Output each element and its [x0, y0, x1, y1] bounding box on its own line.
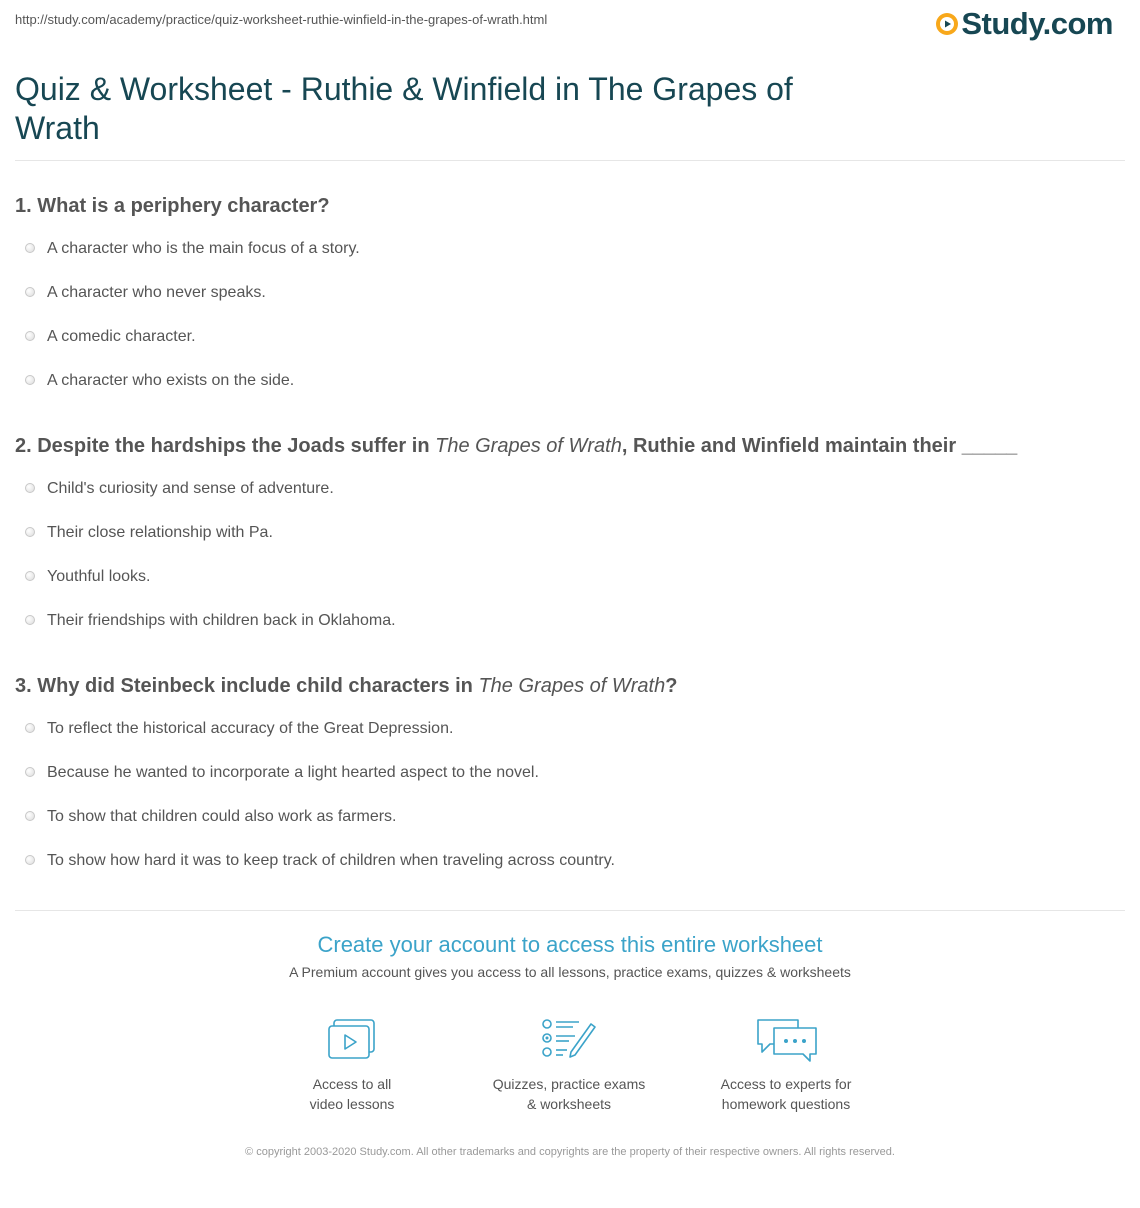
video-lessons-icon [326, 1016, 378, 1062]
answer-options [15, 707, 1125, 883]
feature-label: Access to experts for homework questions [720, 1076, 852, 1112]
play-logo-icon [936, 13, 958, 35]
chat-bubbles-icon [754, 1016, 818, 1062]
radio-button[interactable] [25, 243, 35, 253]
answer-option[interactable]: Child's curiosity and sense of adventure. [15, 467, 1125, 511]
feature-label: Access to all video lessons [309, 1076, 395, 1112]
question-3 [15, 673, 1125, 883]
answer-option[interactable]: A character who never speaks. [15, 271, 1125, 315]
answer-option[interactable]: To reflect the historical accuracy of the Great Depression. [15, 707, 1125, 751]
question-text: 3. Why did Steinbeck include child characters in The Grapes of Wrath? [15, 675, 678, 697]
answer-options [15, 227, 1125, 403]
question-1 [15, 193, 1125, 403]
radio-button[interactable] [25, 723, 35, 733]
answer-option[interactable]: Their friendships with children back in Oklahoma. [15, 599, 1125, 643]
logo-text: Study.com [961, 6, 1113, 41]
answer-option[interactable]: To show that children could also work as farmers. [15, 795, 1125, 839]
radio-button[interactable] [25, 767, 35, 777]
create-account-link[interactable]: Create your account to access this entire worksheet [317, 932, 823, 957]
radio-button[interactable] [25, 287, 35, 297]
top-bar [15, 0, 1125, 50]
radio-button[interactable] [25, 375, 35, 385]
radio-button[interactable] [25, 855, 35, 865]
radio-button[interactable] [25, 571, 35, 581]
answer-option[interactable]: Their close relationship with Pa. [15, 511, 1125, 555]
radio-button[interactable] [25, 527, 35, 537]
divider [15, 910, 1125, 911]
quiz-checklist-icon [541, 1016, 597, 1062]
answer-options [15, 467, 1125, 643]
divider [15, 160, 1125, 161]
question-text: 2. Despite the hardships the Joads suffer in The Grapes of Wrath, Ruthie and Winfield maintain their _____ [15, 435, 1018, 457]
answer-option[interactable]: A comedic character. [15, 315, 1125, 359]
answer-option[interactable]: A character who exists on the side. [15, 359, 1125, 403]
page-url: http://study.com/academy/practice/quiz-worksheet-ruthie-winfield-in-the-grapes-of-wrath.html [15, 12, 548, 27]
radio-button[interactable] [25, 811, 35, 821]
answer-option[interactable]: Youthful looks. [15, 555, 1125, 599]
page-title: Quiz & Worksheet - Ruthie & Winfield in The Grapes of Wrath [15, 71, 793, 146]
radio-button[interactable] [25, 331, 35, 341]
study-logo[interactable] [936, 6, 1113, 42]
radio-button[interactable] [25, 615, 35, 625]
premium-description: A Premium account gives you access to all lessons, practice exams, quizzes & worksheets [289, 964, 851, 980]
copyright-notice: © copyright 2003-2020 Study.com. All other trademarks and copyrights are the property of their respective owners. All rights reserved. [245, 1146, 895, 1158]
answer-option[interactable]: A character who is the main focus of a story. [15, 227, 1125, 271]
answer-option[interactable]: To show how hard it was to keep track of children when traveling across country. [15, 839, 1125, 883]
feature-quizzes [469, 1016, 669, 1114]
feature-video-lessons [252, 1016, 452, 1114]
feature-experts [686, 1016, 886, 1114]
radio-button[interactable] [25, 483, 35, 493]
question-text: 1. What is a periphery character? [15, 195, 330, 217]
question-2 [15, 433, 1125, 643]
answer-option[interactable]: Because he wanted to incorporate a light hearted aspect to the novel. [15, 751, 1125, 795]
feature-label: Quizzes, practice exams & worksheets [492, 1076, 646, 1112]
